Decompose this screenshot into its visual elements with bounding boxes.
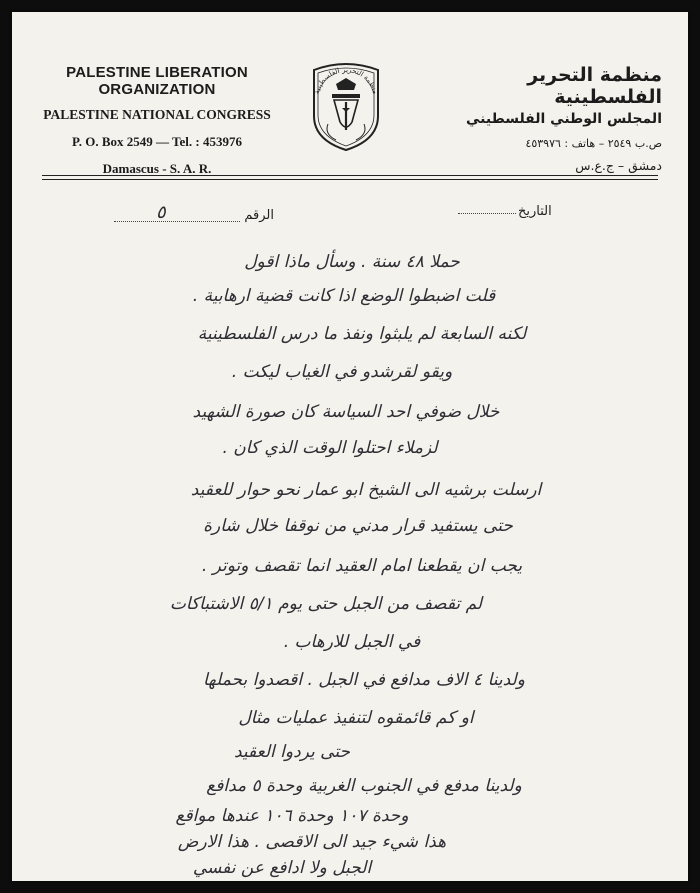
letter-line: ولدينا مدفع في الجنوب الغربية وحدة ٥ مدافع <box>206 776 522 796</box>
letter-line: يجب ان يقطعنا امام العقيد انما تقصف وتوتر . <box>201 556 523 576</box>
letter-line: حتى يردوا العقيد <box>234 742 350 762</box>
english-city: Damascus - S. A. R. <box>102 161 212 176</box>
english-letterhead <box>22 64 292 177</box>
english-contact-info: P. O. Box 2549 — Tel. : 453976 <box>72 134 242 149</box>
letter-line: او كم قائمقوه لتنفيذ عمليات مثال <box>238 708 474 728</box>
plo-emblem-icon <box>306 60 386 152</box>
letter-line: لزملاء احتلوا الوقت الذي كان . <box>222 438 438 458</box>
date-field <box>518 204 552 219</box>
arabic-city: دمشق – ج.ع.س <box>575 158 662 173</box>
english-congress-name: PALESTINE NATIONAL CONGRESS <box>43 107 271 122</box>
letter-line: حملا ٤٨ سنة . وسأل ماذا اقول <box>244 252 460 272</box>
letter-line: لكنه السابعة لم يلبثوا ونفذ ما درس الفلسطينية <box>197 324 527 344</box>
letter-line: حتى يستفيد قرار مدني من نوقفا خلال شارة <box>203 516 513 536</box>
letter-line: لم تقصف من الجبل حتى يوم ٥/١ الاشتباكات <box>169 594 483 614</box>
letterhead-divider <box>42 175 658 176</box>
letter-line: خلال ضوفي احد السياسة كان صورة الشهيد <box>192 402 500 422</box>
letter-line: ويقو لقرشدو في الغياب ليكت . <box>231 362 453 382</box>
date-label: التاريخ <box>518 204 552 219</box>
date-dotted-line <box>458 213 516 214</box>
letter-page <box>12 12 688 881</box>
letter-line: ولدينا ٤ الاف مدافع في الجبل . اقصدوا بحملها <box>203 670 525 690</box>
letter-line: وحدة ١٠٧ وحدة ١٠٦ عندها مواقع <box>175 806 409 826</box>
letter-line: هذا شيء جيد الى الاقصى . هذا الارض <box>177 832 447 852</box>
letter-line: ارسلت برشيه الى الشيخ ابو عمار نحو حوار للعقيد <box>190 480 542 500</box>
letter-line: قلت اضبطوا الوضع اذا كانت قضية ارهابية . <box>192 286 496 306</box>
english-org-name: PALESTINE LIBERATION ORGANIZATION <box>66 64 248 98</box>
arabic-congress-name: المجلس الوطني الفلسطيني <box>465 111 662 127</box>
svg-text:منظمة التحرير الفلسطينية: منظمة التحرير الفلسطينية <box>312 65 380 95</box>
arabic-letterhead <box>422 64 662 173</box>
arabic-contact-info: ص.ب ٢٥٤٩ – هاتف : ٤٥٣٩٧٦ <box>525 137 662 150</box>
reference-field <box>114 202 274 230</box>
reference-label: الرقم <box>244 208 274 223</box>
reference-dotted-line <box>114 221 240 222</box>
letterhead-divider-thin <box>42 179 658 180</box>
letter-line: في الجبل للارهاب . <box>283 632 421 652</box>
reference-value: ٥ <box>156 202 166 223</box>
letter-line: الجبل ولا ادافع عن نفسي <box>192 858 372 878</box>
arabic-org-name: منظمة التحرير الفلسطينية <box>527 64 662 108</box>
